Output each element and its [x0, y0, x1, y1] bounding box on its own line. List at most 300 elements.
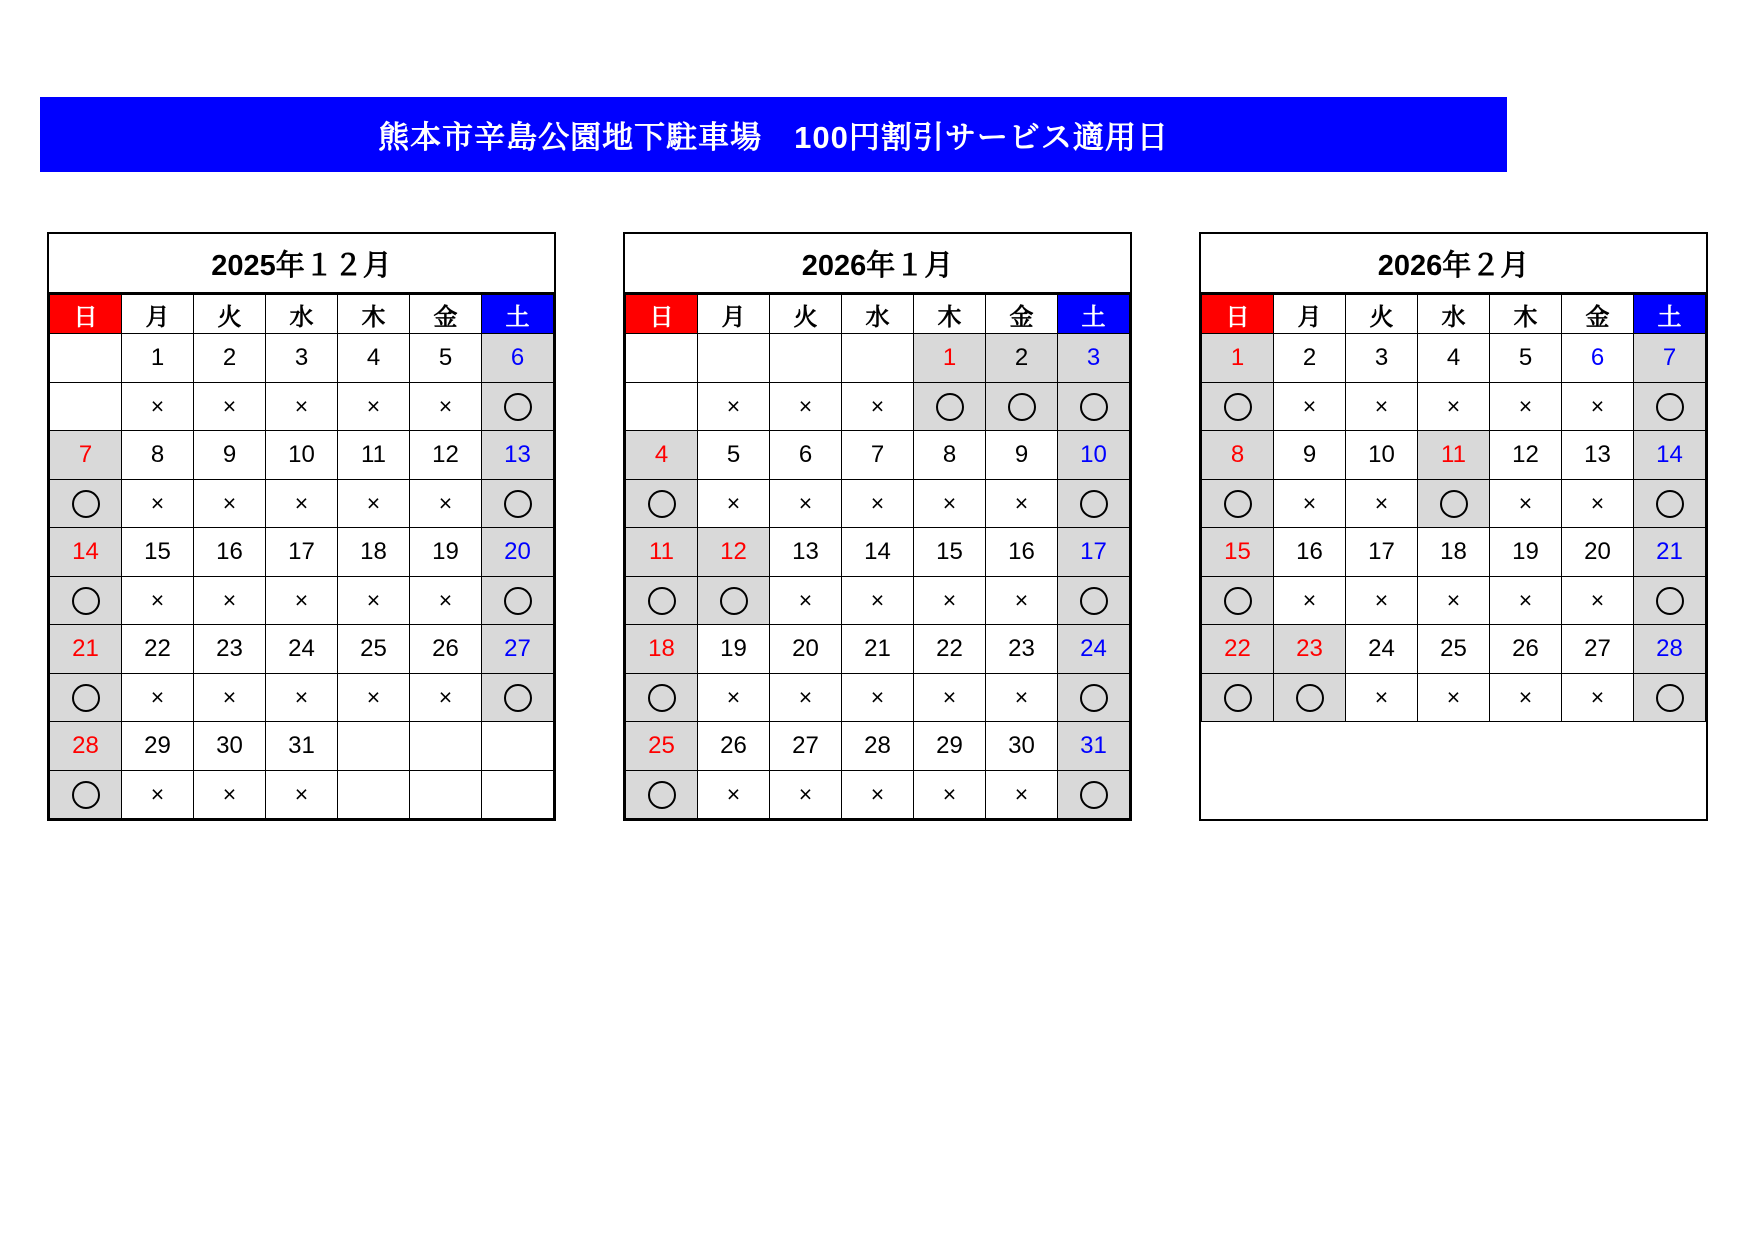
circle-icon	[1224, 684, 1252, 712]
discount-unavailable-icon	[770, 383, 842, 431]
week-mark-row	[626, 577, 1130, 625]
day-number: 16	[194, 528, 266, 577]
week-number-row	[50, 722, 554, 771]
discount-unavailable-icon	[770, 771, 842, 819]
circle-icon	[1080, 781, 1108, 809]
circle-icon	[1008, 393, 1036, 421]
day-number: 21	[842, 625, 914, 674]
week-number-row	[1202, 528, 1706, 577]
discount-available-icon	[1634, 480, 1706, 528]
cross-icon: ×	[294, 489, 309, 516]
circle-icon	[1224, 490, 1252, 518]
discount-unavailable-icon	[266, 771, 338, 819]
week-number-row	[626, 431, 1130, 480]
circle-icon	[72, 781, 100, 809]
cross-icon: ×	[870, 392, 885, 419]
calendar-3	[1199, 232, 1708, 821]
discount-unavailable-icon	[698, 674, 770, 722]
discount-unavailable-icon	[122, 480, 194, 528]
week-mark-row	[50, 771, 554, 819]
discount-unavailable-icon	[914, 674, 986, 722]
dow-header-3: 水	[266, 295, 338, 334]
discount-unavailable-icon	[410, 383, 482, 431]
discount-unavailable-icon	[194, 674, 266, 722]
circle-icon	[1080, 393, 1108, 421]
day-number: 10	[266, 431, 338, 480]
discount-unavailable-icon	[266, 674, 338, 722]
day-number: 10	[1058, 431, 1130, 480]
discount-unavailable-icon	[1346, 674, 1418, 722]
circle-icon	[1656, 587, 1684, 615]
cross-icon: ×	[798, 683, 813, 710]
discount-unavailable-icon	[338, 577, 410, 625]
cross-icon: ×	[294, 392, 309, 419]
day-number: 18	[338, 528, 410, 577]
calendar-1	[47, 232, 556, 821]
day-number: 5	[1490, 334, 1562, 383]
circle-icon	[1224, 587, 1252, 615]
dow-header-5: 金	[986, 295, 1058, 334]
week-number-row	[50, 528, 554, 577]
discount-unavailable-icon	[1274, 480, 1346, 528]
week-mark-row	[626, 480, 1130, 528]
cross-icon: ×	[150, 683, 165, 710]
cross-icon: ×	[1518, 586, 1533, 613]
cross-icon: ×	[798, 392, 813, 419]
discount-available-icon	[1202, 480, 1274, 528]
circle-icon	[1440, 490, 1468, 518]
day-number: 9	[986, 431, 1058, 480]
cross-icon: ×	[870, 780, 885, 807]
discount-unavailable-icon	[338, 480, 410, 528]
cross-icon: ×	[222, 586, 237, 613]
circle-icon	[720, 587, 748, 615]
cross-icon: ×	[1374, 489, 1389, 516]
discount-unavailable-icon	[986, 480, 1058, 528]
day-number: 10	[1346, 431, 1418, 480]
day-number: 14	[50, 528, 122, 577]
discount-unavailable-icon	[698, 771, 770, 819]
day-number: 30	[194, 722, 266, 771]
circle-icon	[1224, 393, 1252, 421]
dow-header-4: 木	[914, 295, 986, 334]
cross-icon: ×	[222, 683, 237, 710]
circle-icon	[1080, 587, 1108, 615]
day-number: 16	[1274, 528, 1346, 577]
discount-unavailable-icon	[770, 577, 842, 625]
discount-available-icon	[1202, 674, 1274, 722]
discount-unavailable-icon	[986, 771, 1058, 819]
day-empty	[482, 722, 554, 771]
cross-icon: ×	[222, 489, 237, 516]
cross-icon: ×	[294, 683, 309, 710]
day-number: 23	[194, 625, 266, 674]
discount-unavailable-icon	[842, 577, 914, 625]
cross-icon: ×	[1302, 489, 1317, 516]
discount-unavailable-icon	[266, 480, 338, 528]
day-number: 4	[338, 334, 410, 383]
day-number: 3	[1058, 334, 1130, 383]
day-number: 14	[1634, 431, 1706, 480]
week-number-row	[626, 625, 1130, 674]
dow-header-1: 月	[698, 295, 770, 334]
cross-icon: ×	[1014, 489, 1029, 516]
discount-unavailable-icon	[266, 577, 338, 625]
discount-unavailable-icon	[122, 674, 194, 722]
circle-icon	[72, 490, 100, 518]
discount-available-icon	[482, 383, 554, 431]
circle-icon	[648, 781, 676, 809]
day-number: 2	[194, 334, 266, 383]
day-number: 19	[698, 625, 770, 674]
discount-unavailable-icon	[1562, 674, 1634, 722]
day-number: 9	[194, 431, 266, 480]
discount-unavailable-icon	[914, 480, 986, 528]
dow-header-5: 金	[1562, 295, 1634, 334]
day-number: 7	[842, 431, 914, 480]
cross-icon: ×	[1374, 392, 1389, 419]
cross-icon: ×	[870, 489, 885, 516]
day-number: 24	[1346, 625, 1418, 674]
cross-icon: ×	[942, 780, 957, 807]
cross-icon: ×	[438, 392, 453, 419]
discount-available-icon	[1058, 577, 1130, 625]
week-number-row	[50, 334, 554, 383]
discount-available-icon	[1202, 577, 1274, 625]
day-number: 17	[266, 528, 338, 577]
dow-header-4: 木	[338, 295, 410, 334]
day-number: 8	[122, 431, 194, 480]
discount-available-icon	[626, 674, 698, 722]
day-empty	[410, 722, 482, 771]
discount-available-icon	[482, 674, 554, 722]
calendar-table	[625, 294, 1130, 819]
day-number: 15	[914, 528, 986, 577]
day-number: 30	[986, 722, 1058, 771]
cross-icon: ×	[366, 489, 381, 516]
discount-available-icon	[626, 771, 698, 819]
day-number: 4	[1418, 334, 1490, 383]
day-number: 29	[122, 722, 194, 771]
discount-unavailable-icon	[1418, 383, 1490, 431]
week-mark-row	[1202, 383, 1706, 431]
week-mark-row	[626, 674, 1130, 722]
day-number: 25	[338, 625, 410, 674]
day-number: 26	[410, 625, 482, 674]
dow-header-6: 土	[482, 295, 554, 334]
circle-icon	[1080, 490, 1108, 518]
circle-icon	[648, 684, 676, 712]
discount-available-icon	[50, 674, 122, 722]
discount-available-icon	[50, 480, 122, 528]
day-empty	[698, 334, 770, 383]
day-number: 28	[842, 722, 914, 771]
cross-icon: ×	[1446, 586, 1461, 613]
day-empty	[50, 334, 122, 383]
dow-header-0: 日	[1202, 295, 1274, 334]
cross-icon: ×	[222, 780, 237, 807]
dow-header-2: 火	[1346, 295, 1418, 334]
week-number-row	[50, 431, 554, 480]
discount-unavailable-icon	[770, 674, 842, 722]
circle-icon	[504, 587, 532, 615]
day-number: 1	[122, 334, 194, 383]
discount-unavailable-icon	[266, 383, 338, 431]
cross-icon: ×	[366, 683, 381, 710]
day-number: 16	[986, 528, 1058, 577]
week-mark-row	[50, 383, 554, 431]
day-number: 9	[1274, 431, 1346, 480]
day-number: 28	[1634, 625, 1706, 674]
cross-icon: ×	[798, 780, 813, 807]
day-number: 22	[1202, 625, 1274, 674]
circle-icon	[936, 393, 964, 421]
day-number: 29	[914, 722, 986, 771]
day-number: 2	[1274, 334, 1346, 383]
discount-available-icon	[1274, 674, 1346, 722]
dow-header-6: 土	[1634, 295, 1706, 334]
cross-icon: ×	[1590, 586, 1605, 613]
dow-header-3: 水	[1418, 295, 1490, 334]
day-number: 6	[770, 431, 842, 480]
discount-unavailable-icon	[1346, 383, 1418, 431]
day-number: 1	[914, 334, 986, 383]
circle-icon	[1656, 490, 1684, 518]
day-number: 31	[1058, 722, 1130, 771]
dow-header-row	[50, 295, 554, 334]
day-number: 24	[1058, 625, 1130, 674]
discount-available-icon	[626, 577, 698, 625]
circle-icon	[1296, 684, 1324, 712]
day-number: 8	[1202, 431, 1274, 480]
dow-header-2: 火	[770, 295, 842, 334]
day-number: 11	[1418, 431, 1490, 480]
day-number: 17	[1058, 528, 1130, 577]
day-empty	[842, 334, 914, 383]
week-mark-row	[50, 577, 554, 625]
discount-unavailable-icon	[194, 771, 266, 819]
dow-header-1: 月	[122, 295, 194, 334]
discount-unavailable-icon	[770, 480, 842, 528]
cross-icon: ×	[294, 780, 309, 807]
cross-icon: ×	[1590, 392, 1605, 419]
day-number: 20	[770, 625, 842, 674]
day-empty	[626, 334, 698, 383]
cross-icon: ×	[150, 586, 165, 613]
day-number: 3	[266, 334, 338, 383]
banner-title: 熊本市辛島公園地下駐車場 100円割引サービス適用日	[378, 120, 1169, 155]
discount-unavailable-icon	[842, 771, 914, 819]
discount-unavailable-icon	[1562, 480, 1634, 528]
week-number-row	[50, 625, 554, 674]
day-number: 15	[1202, 528, 1274, 577]
dow-header-row	[1202, 295, 1706, 334]
discount-unavailable-icon	[1418, 674, 1490, 722]
discount-unavailable-icon	[194, 577, 266, 625]
discount-unavailable-icon	[986, 674, 1058, 722]
day-number: 28	[50, 722, 122, 771]
discount-unavailable-icon	[698, 480, 770, 528]
week-mark-row	[626, 383, 1130, 431]
cross-icon: ×	[870, 586, 885, 613]
day-number: 21	[50, 625, 122, 674]
cross-icon: ×	[798, 489, 813, 516]
discount-available-icon	[50, 771, 122, 819]
cross-icon: ×	[222, 392, 237, 419]
cross-icon: ×	[798, 586, 813, 613]
dow-header-0: 日	[626, 295, 698, 334]
discount-unavailable-icon	[122, 771, 194, 819]
dow-header-3: 水	[842, 295, 914, 334]
day-number: 5	[698, 431, 770, 480]
calendar-title: 2026年２月	[1201, 234, 1706, 294]
day-number: 7	[50, 431, 122, 480]
circle-icon	[504, 393, 532, 421]
mark-empty	[410, 771, 482, 819]
discount-unavailable-icon	[1418, 577, 1490, 625]
discount-unavailable-icon	[842, 383, 914, 431]
cross-icon: ×	[1446, 392, 1461, 419]
day-number: 7	[1634, 334, 1706, 383]
cross-icon: ×	[942, 489, 957, 516]
discount-available-icon	[1058, 480, 1130, 528]
day-number: 3	[1346, 334, 1418, 383]
discount-unavailable-icon	[122, 577, 194, 625]
day-number: 12	[410, 431, 482, 480]
cross-icon: ×	[1590, 683, 1605, 710]
cross-icon: ×	[438, 683, 453, 710]
discount-unavailable-icon	[410, 480, 482, 528]
day-number: 18	[626, 625, 698, 674]
discount-unavailable-icon	[1274, 577, 1346, 625]
discount-unavailable-icon	[1490, 383, 1562, 431]
day-number: 22	[122, 625, 194, 674]
day-number: 12	[698, 528, 770, 577]
discount-unavailable-icon	[842, 480, 914, 528]
discount-unavailable-icon	[914, 577, 986, 625]
discount-unavailable-icon	[410, 674, 482, 722]
day-number: 17	[1346, 528, 1418, 577]
circle-icon	[648, 587, 676, 615]
day-number: 27	[770, 722, 842, 771]
dow-header-1: 月	[1274, 295, 1346, 334]
week-number-row	[626, 722, 1130, 771]
cross-icon: ×	[438, 489, 453, 516]
week-mark-row	[50, 674, 554, 722]
cross-icon: ×	[1374, 683, 1389, 710]
day-number: 1	[1202, 334, 1274, 383]
cross-icon: ×	[1014, 683, 1029, 710]
day-number: 24	[266, 625, 338, 674]
mark-empty	[50, 383, 122, 431]
day-number: 19	[410, 528, 482, 577]
day-number: 6	[482, 334, 554, 383]
cross-icon: ×	[726, 683, 741, 710]
discount-unavailable-icon	[1346, 480, 1418, 528]
day-number: 13	[482, 431, 554, 480]
cross-icon: ×	[150, 780, 165, 807]
cross-icon: ×	[150, 392, 165, 419]
discount-available-icon	[1634, 577, 1706, 625]
cross-icon: ×	[726, 780, 741, 807]
day-number: 31	[266, 722, 338, 771]
dow-header-5: 金	[410, 295, 482, 334]
week-mark-row	[1202, 577, 1706, 625]
cross-icon: ×	[438, 586, 453, 613]
discount-unavailable-icon	[338, 674, 410, 722]
cross-icon: ×	[1014, 586, 1029, 613]
day-number: 14	[842, 528, 914, 577]
day-number: 25	[626, 722, 698, 771]
dow-header-4: 木	[1490, 295, 1562, 334]
cross-icon: ×	[1518, 392, 1533, 419]
discount-unavailable-icon	[194, 383, 266, 431]
discount-available-icon	[626, 480, 698, 528]
circle-icon	[1656, 684, 1684, 712]
banner	[40, 97, 1507, 172]
cross-icon: ×	[1590, 489, 1605, 516]
calendar-title: 2025年１２月	[49, 234, 554, 294]
dow-header-row	[626, 295, 1130, 334]
week-number-row	[1202, 625, 1706, 674]
day-number: 26	[698, 722, 770, 771]
day-number: 19	[1490, 528, 1562, 577]
mark-empty	[338, 771, 410, 819]
week-mark-row	[626, 771, 1130, 819]
discount-unavailable-icon	[122, 383, 194, 431]
discount-available-icon	[1634, 674, 1706, 722]
discount-available-icon	[1202, 383, 1274, 431]
cross-icon: ×	[1374, 586, 1389, 613]
week-number-row	[626, 528, 1130, 577]
discount-unavailable-icon	[1490, 480, 1562, 528]
calendar-title: 2026年１月	[625, 234, 1130, 294]
cross-icon: ×	[366, 392, 381, 419]
calendar-table	[1201, 294, 1706, 722]
discount-available-icon	[1058, 771, 1130, 819]
week-number-row	[1202, 334, 1706, 383]
cross-icon: ×	[726, 489, 741, 516]
cross-icon: ×	[942, 683, 957, 710]
calendar-row	[47, 232, 1708, 821]
cross-icon: ×	[1302, 586, 1317, 613]
day-number: 27	[482, 625, 554, 674]
discount-available-icon	[1418, 480, 1490, 528]
day-number: 20	[482, 528, 554, 577]
day-number: 18	[1418, 528, 1490, 577]
cross-icon: ×	[870, 683, 885, 710]
circle-icon	[648, 490, 676, 518]
circle-icon	[504, 490, 532, 518]
day-number: 27	[1562, 625, 1634, 674]
calendar-2	[623, 232, 1132, 821]
discount-unavailable-icon	[698, 383, 770, 431]
cross-icon: ×	[150, 489, 165, 516]
dow-header-2: 火	[194, 295, 266, 334]
week-mark-row	[1202, 480, 1706, 528]
day-number: 13	[1562, 431, 1634, 480]
week-number-row	[1202, 431, 1706, 480]
mark-empty	[626, 383, 698, 431]
cross-icon: ×	[294, 586, 309, 613]
week-number-row	[626, 334, 1130, 383]
circle-icon	[72, 684, 100, 712]
circle-icon	[72, 587, 100, 615]
discount-available-icon	[1634, 383, 1706, 431]
day-number: 25	[1418, 625, 1490, 674]
discount-unavailable-icon	[1562, 577, 1634, 625]
dow-header-0: 日	[50, 295, 122, 334]
